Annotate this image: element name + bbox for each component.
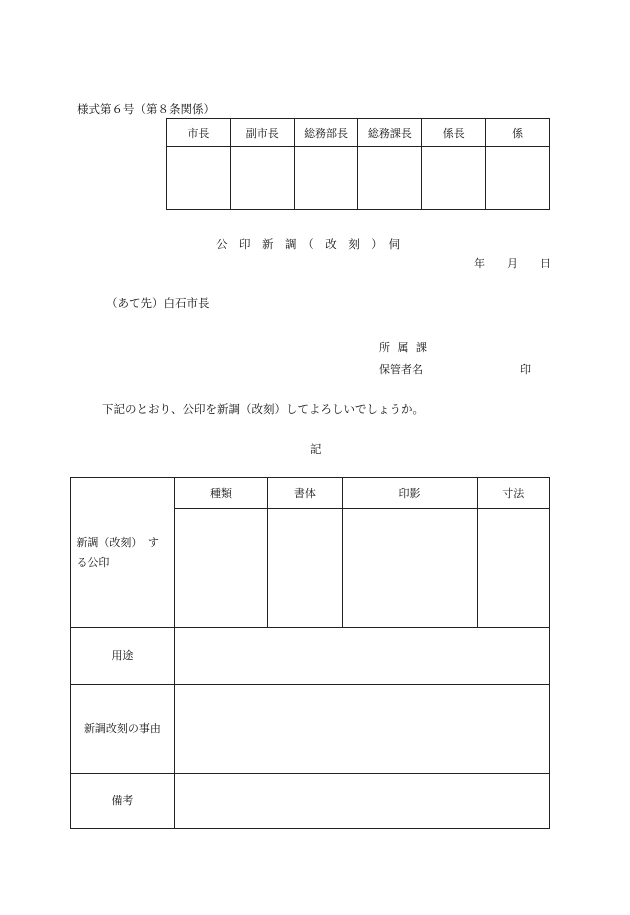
stamp-box-general-affairs-director[interactable] [294, 147, 358, 210]
column-impression: 印影 [342, 478, 477, 509]
remarks-row [71, 774, 550, 829]
seal-mark: 印 [520, 363, 531, 376]
form-number: 様式第６号（第８条関係） [77, 102, 215, 116]
ki-heading: 記 [310, 442, 322, 456]
approval-header-row [167, 119, 550, 147]
remarks-input-cell[interactable] [174, 774, 549, 829]
department-field[interactable]: 所 属 課 [379, 341, 427, 354]
stamp-box-general-affairs-section-chief[interactable] [358, 147, 422, 210]
stamp-box-staff[interactable] [486, 147, 550, 210]
addressee: （あて先）白石市長 [106, 296, 210, 310]
column-dimensions: 寸法 [477, 478, 550, 509]
approval-header-deputy-mayor: 副市長 [230, 119, 294, 147]
stamp-box-deputy-mayor[interactable] [230, 147, 294, 210]
approval-header-general-affairs-section-chief: 総務課長 [358, 119, 422, 147]
approval-stamp-row [167, 147, 550, 210]
stamp-box-subsection-chief[interactable] [422, 147, 486, 210]
purpose-row [71, 628, 550, 685]
remarks-label: 備考 [71, 774, 175, 829]
column-typeface: 書体 [268, 478, 342, 509]
keeper-name-field[interactable]: 保管者名 [379, 363, 423, 376]
approval-stamp-table [166, 118, 550, 210]
reason-row [71, 685, 550, 774]
purpose-input-cell[interactable] [174, 628, 549, 685]
approval-header-mayor: 市長 [167, 119, 231, 147]
date-field[interactable]: 年 月 日 [474, 257, 551, 270]
approval-header-subsection-chief: 係長 [422, 119, 486, 147]
approval-header-staff: 係 [486, 119, 550, 147]
column-type: 種類 [174, 478, 267, 509]
typeface-input-cell[interactable] [268, 509, 342, 628]
request-body-text: 下記のとおり、公印を新調（改刻）してよろしいでしょうか。 [102, 402, 424, 416]
reason-input-cell[interactable] [174, 685, 549, 774]
seal-columns-header-row [71, 478, 550, 509]
seal-row-label-cell [71, 478, 175, 628]
stamp-box-mayor[interactable] [167, 147, 231, 210]
seal-row-label: 新調（改刻） する公印 [76, 535, 159, 569]
purpose-label: 用途 [71, 628, 175, 685]
document-title: 公 印 新 調 （ 改 刻 ） 伺 [216, 237, 400, 251]
type-input-cell[interactable] [174, 509, 267, 628]
reason-label: 新調改刻の事由 [71, 685, 175, 774]
seal-detail-table [70, 477, 550, 829]
dimensions-input-cell[interactable] [477, 509, 550, 628]
approval-header-general-affairs-director: 総務部長 [294, 119, 358, 147]
impression-input-cell[interactable] [342, 509, 477, 628]
